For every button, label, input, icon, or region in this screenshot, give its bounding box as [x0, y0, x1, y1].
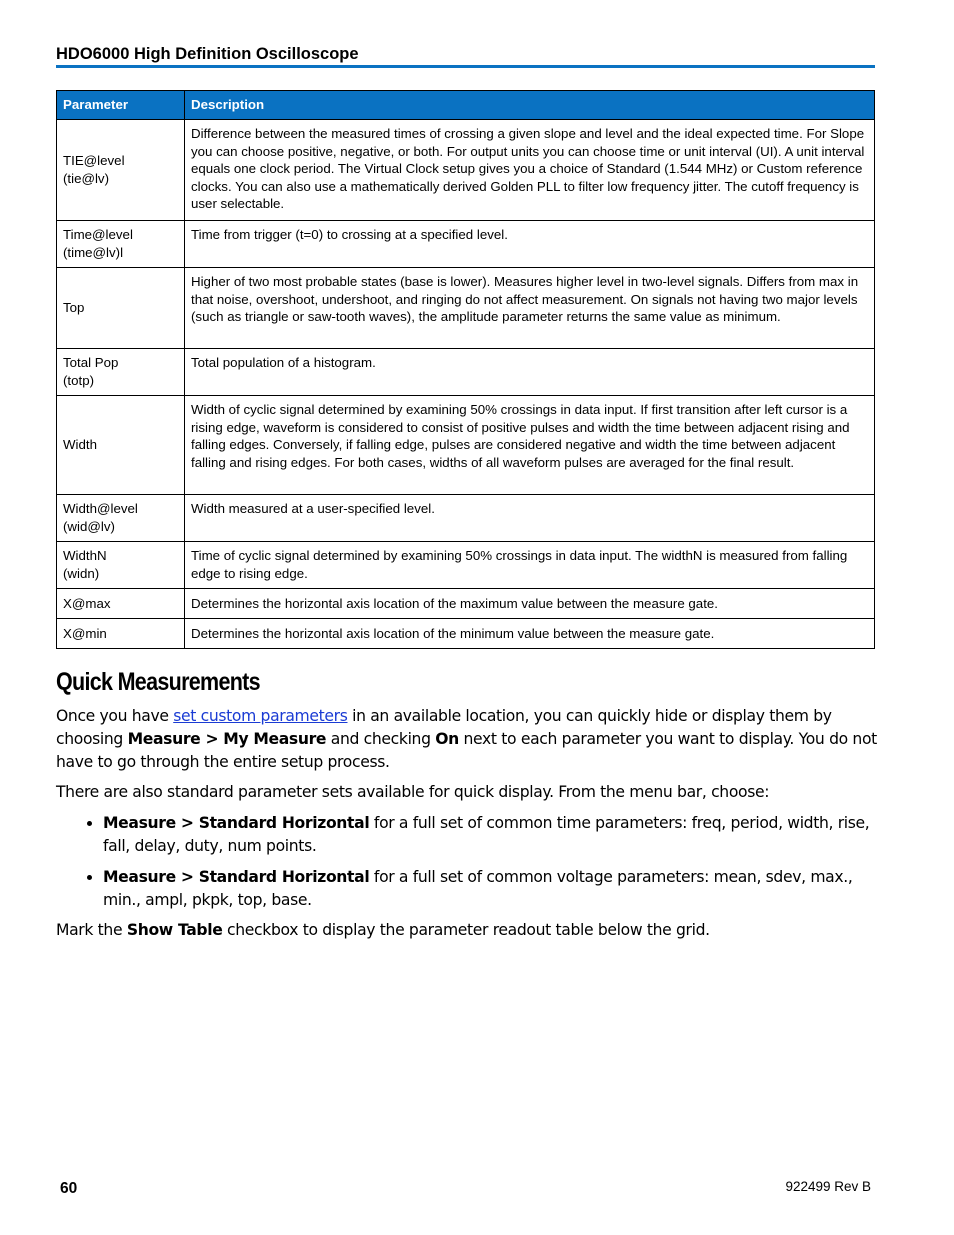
column-header-description: Description — [185, 91, 875, 120]
text: for a full set of common voltage parameters: mean, sdev, max., min., ampl, pkpk, top, base. — [103, 867, 853, 909]
param-cell — [57, 495, 185, 542]
text: in an available location, you can quickly hide or display them by choosing — [56, 707, 832, 748]
text: next to each parameter you want to display. You do not have to go through the entire setup process. — [56, 729, 877, 771]
description-cell: Higher of two most probable states (base is lower). Measures higher level in two-level signals. Differs from max in that noise, overshoot, undershoot, and ringing do not affect measurement. On signals not having two major levels (such as triangle or saw-tooth waves), the amplitude parameter returns the same value as minimum. — [185, 268, 875, 349]
table-row — [57, 120, 875, 221]
table-row — [57, 589, 875, 619]
param-name: X@min — [63, 625, 107, 641]
list-item — [103, 866, 878, 912]
param-name: Width — [63, 437, 97, 453]
param-name: Total Pop — [63, 355, 119, 371]
description-cell: Time of cyclic signal determined by examining 50% crossings in data input. The widthN is measured from falling edge to rising edge. — [185, 542, 875, 589]
page-number: 60 — [60, 1180, 78, 1197]
param-cell — [57, 589, 185, 619]
description-cell: Determines the horizontal axis location of the minimum value between the measure gate. — [185, 619, 875, 649]
param-name: Time@level — [63, 227, 133, 243]
text: for a full set of common time parameters: freq, period, width, rise, fall, delay, duty, num points. — [103, 814, 870, 855]
param-name: X@max — [63, 595, 111, 611]
param-name: Top — [63, 300, 85, 316]
param-alias: (tie@lv) — [63, 171, 110, 186]
table-header-row — [57, 91, 875, 120]
param-name: Width@level — [63, 501, 138, 517]
table-row — [57, 542, 875, 589]
table-row — [57, 349, 875, 396]
menu-path: Measure > Standard Horizontal — [103, 814, 370, 833]
param-cell — [57, 221, 185, 268]
text: Mark the — [56, 921, 127, 940]
param-cell — [57, 619, 185, 649]
paragraph: There are also standard parameter sets available for quick display. From the menu bar, choose: — [56, 783, 770, 802]
table-row — [57, 268, 875, 349]
text: Once you have — [56, 707, 174, 725]
section-body — [56, 705, 878, 950]
document-id: 922499 Rev B — [785, 1179, 871, 1194]
column-header-parameter: Parameter — [57, 91, 185, 120]
description-cell: Difference between the measured times of crossing a given slope and level and the ideal expected time. For Slope you can choose positive, negative, or both. For output units you can choose time or unit interval (UI). A unit interval equals one clock period. The Virtual Clock setup gives you a choice of Standard (1.544 MHz) or Custom reference clocks. You can also use a mathematically derived Golden PLL to filter low frequency jitter. The cutoff frequency is user selectable. — [185, 120, 875, 221]
option-name: On — [435, 729, 459, 748]
description-cell: Time from trigger (t=0) to crossing at a specified level. — [185, 221, 875, 268]
parameter-table — [56, 90, 875, 649]
param-alias: (time@lv)l — [63, 245, 124, 260]
text: and checking — [326, 729, 436, 748]
param-alias: (totp) — [63, 373, 95, 388]
bullet-list — [56, 812, 878, 911]
menu-path: Measure > Standard Horizontal — [103, 867, 370, 886]
description-cell: Width measured at a user-specified level. — [185, 495, 875, 542]
description-cell: Total population of a histogram. — [185, 349, 875, 396]
description-cell: Determines the horizontal axis location of the maximum value between the measure gate. — [185, 589, 875, 619]
list-item — [103, 812, 878, 858]
table-row — [57, 495, 875, 542]
description-cell: Width of cyclic signal determined by examining 50% crossings in data input. If first transition after left cursor is a rising edge, waveform is considered to consist of positive pulses and width the time between adjacent rising and falling edges. Conversely, if falling edge, pulses are considered negative and width the time between adjacent falling and rising edges. For both cases, widths of all waveform pulses are averaged for the final result. — [185, 396, 875, 495]
table-row — [57, 221, 875, 268]
paragraph — [56, 919, 878, 942]
param-cell — [57, 120, 185, 221]
header-rule — [56, 65, 875, 68]
param-cell — [57, 542, 185, 589]
param-name: WidthN — [63, 548, 107, 564]
paragraph — [56, 705, 878, 773]
param-cell — [57, 396, 185, 495]
param-alias: (widn) — [63, 566, 100, 581]
param-alias: (wid@lv) — [63, 519, 115, 534]
running-header-title: HDO6000 High Definition Oscilloscope — [56, 45, 359, 63]
param-name: TIE@level — [63, 153, 125, 169]
table-row — [57, 619, 875, 649]
param-cell — [57, 349, 185, 396]
menu-path: Measure > My Measure — [127, 729, 327, 748]
set-custom-parameters-link[interactable]: set custom parameters — [173, 707, 348, 725]
option-name: Show Table — [126, 921, 223, 940]
text: checkbox to display the parameter readout table below the grid. — [222, 921, 710, 940]
param-cell — [57, 268, 185, 349]
section-heading: Quick Measurements — [56, 668, 260, 696]
table-row — [57, 396, 875, 495]
